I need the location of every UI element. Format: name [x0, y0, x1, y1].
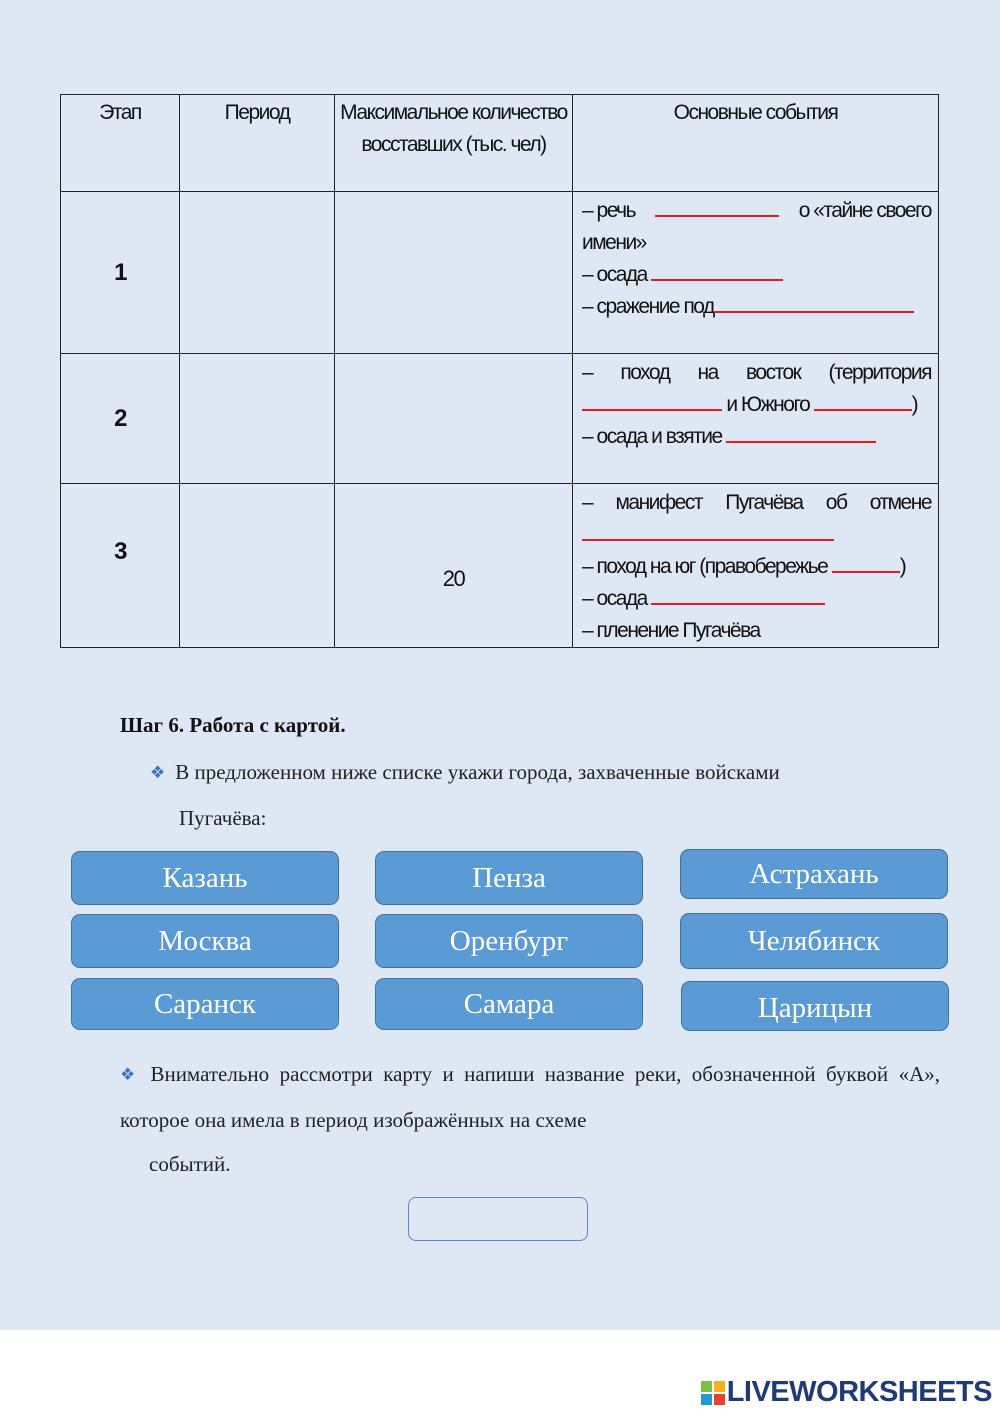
city-option-moskva[interactable]: Москва [71, 914, 339, 968]
stage-number: 2 [61, 354, 180, 484]
header-events: Основные события [573, 95, 939, 192]
stage-number: 3 [61, 484, 180, 648]
event-text: ) [911, 393, 918, 416]
events-cell [573, 354, 939, 484]
answer-blank[interactable] [582, 519, 834, 541]
answer-blank[interactable] [814, 389, 912, 411]
event-text: и Южного [726, 393, 810, 416]
city-option-chelyabinsk[interactable]: Челябинск [680, 913, 948, 969]
header-max-count: Максимальное количество восставших (тыс. чел) [335, 95, 573, 192]
answer-blank[interactable] [832, 551, 900, 573]
diamond-bullet-icon: ❖ [120, 1065, 141, 1084]
event-text: – поход на юг (правобережье [582, 555, 828, 578]
answer-blank[interactable] [726, 421, 876, 443]
city-option-tsaritsyn[interactable]: Царицын [681, 981, 949, 1031]
header-period: Период [180, 95, 335, 192]
max-count-cell[interactable] [335, 192, 573, 354]
instruction-text: событий. [149, 1152, 231, 1176]
river-answer-input[interactable] [408, 1197, 588, 1241]
city-option-kazan[interactable]: Казань [71, 851, 339, 905]
event-text: – осада [582, 587, 647, 610]
step-title: Шаг 6. Работа с картой. [120, 713, 346, 737]
header-stage: Этап [61, 95, 180, 192]
event-text: имени» [582, 231, 646, 254]
period-cell[interactable] [180, 354, 335, 484]
answer-blank[interactable] [714, 291, 914, 313]
event-text: – осада [582, 263, 647, 286]
instruction-river [120, 1052, 940, 1186]
table-row [61, 192, 939, 354]
city-option-samara[interactable]: Самара [375, 978, 643, 1030]
instruction-text: В предложенном ниже списке укажи города, захваченные войсками [175, 760, 780, 784]
uprising-stages-table [60, 94, 939, 648]
instruction-cities [150, 750, 940, 840]
city-option-saransk[interactable]: Саранск [71, 978, 339, 1030]
event-text: – манифест Пугачёва об отмене [582, 491, 931, 514]
answer-blank[interactable] [651, 259, 783, 281]
answer-blank[interactable] [582, 389, 722, 411]
instruction-text: Внимательно рассмотри карту и напиши название реки, обозначенной буквой «А», которое она имела в период изображённых на схеме [120, 1062, 941, 1132]
liveworksheets-logo [701, 1376, 992, 1409]
event-text: – осада и взятие [582, 425, 722, 448]
city-option-penza[interactable]: Пенза [375, 851, 643, 905]
table-row [61, 484, 939, 648]
event-text: – речь [582, 199, 636, 222]
instruction-text: Пугачёва: [179, 806, 267, 830]
max-count-cell: 20 [335, 484, 573, 648]
city-option-orenburg[interactable]: Оренбург [375, 914, 643, 968]
events-cell [573, 484, 939, 648]
max-count-cell[interactable] [335, 354, 573, 484]
period-cell[interactable] [180, 484, 335, 648]
stage-number: 1 [61, 192, 180, 354]
diamond-bullet-icon: ❖ [150, 763, 166, 782]
answer-blank[interactable] [655, 195, 779, 217]
period-cell[interactable] [180, 192, 335, 354]
answer-blank[interactable] [651, 583, 825, 605]
logo-text: LIVEWORKSHEETS [726, 1376, 992, 1408]
event-text: – поход на восток (территория [582, 361, 931, 384]
table-header-row [61, 95, 939, 192]
city-option-astrakhan[interactable]: Астрахань [680, 849, 948, 899]
event-text: – сражение под [582, 295, 714, 318]
event-text: – пленение Пугачёва [582, 619, 760, 642]
event-text: ) [899, 555, 906, 578]
events-cell [573, 192, 939, 354]
liveworksheets-logo-icon [701, 1381, 725, 1405]
event-text: о «тайне своего [798, 199, 931, 222]
table-row [61, 354, 939, 484]
